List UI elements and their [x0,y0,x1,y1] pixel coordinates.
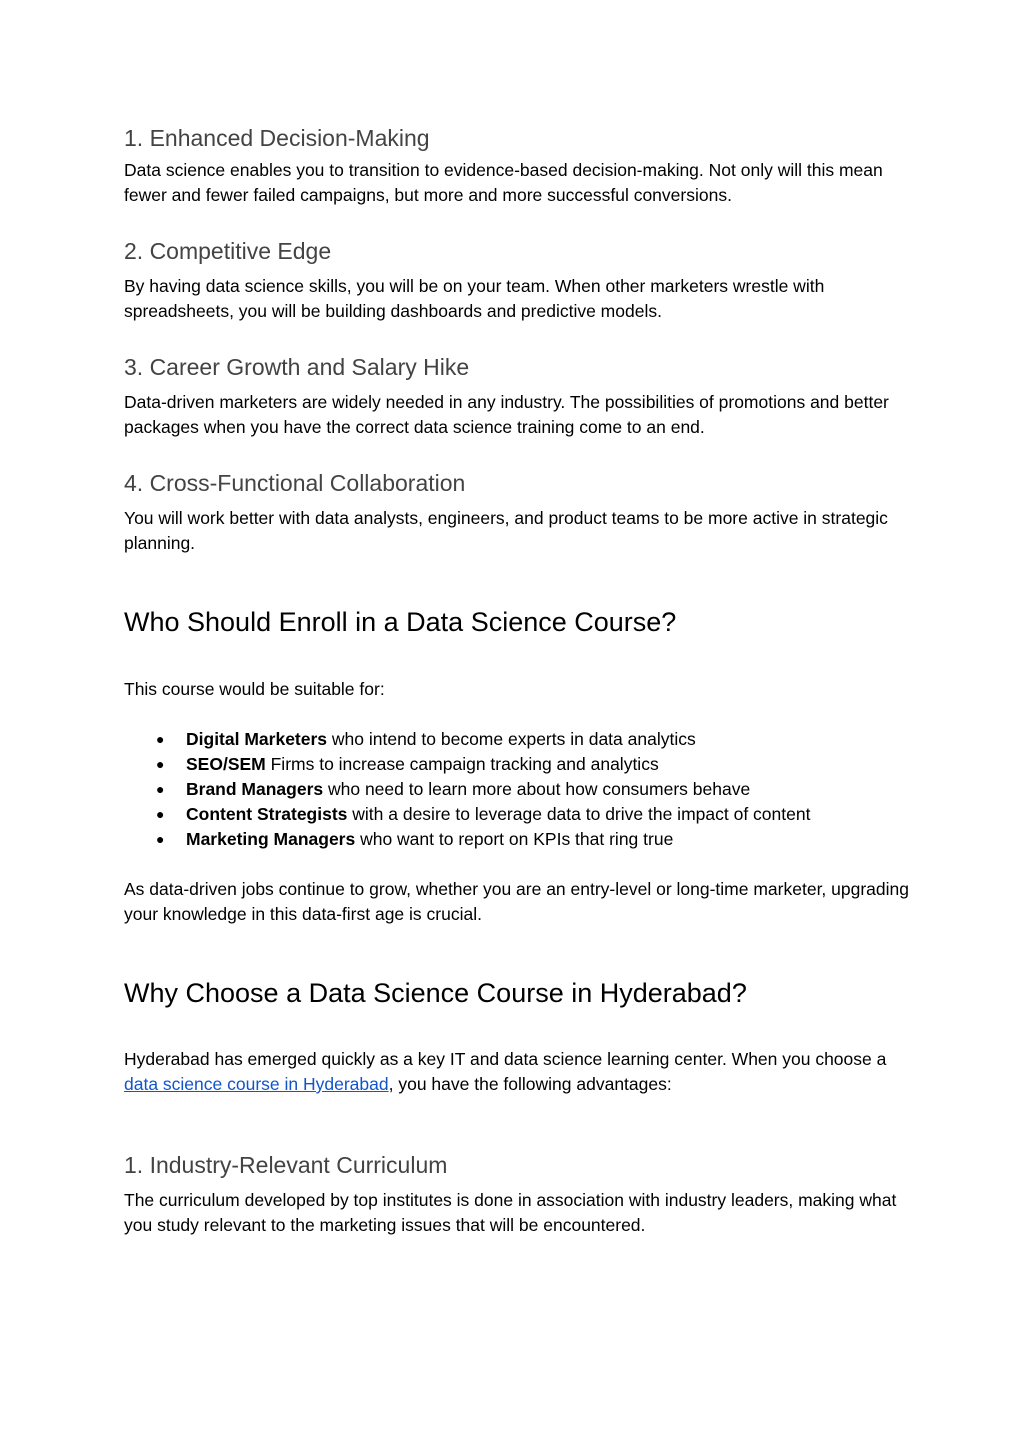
list-item-bold: Marketing Managers [186,829,356,849]
list-item [124,752,810,777]
who-should-enroll-heading: Who Should Enroll in a Data Science Course? [124,607,677,637]
list-item-bold: Digital Marketers [186,729,328,749]
section-heading-competitive-edge: 2. Competitive Edge [124,238,332,264]
course-link[interactable]: data science course in Hyderabad [124,1074,389,1094]
section-heading-cross-functional: 4. Cross-Functional Collaboration [124,470,466,496]
bullet-icon: ● [156,731,165,747]
section-body-career-growth: Data-driven marketers are widely needed in any industry. The possibilities of promotions and better packages when you have the correct data science training come to an end. [124,392,889,437]
list-item-text: who intend to become experts in data analytics [327,729,696,749]
list-item [124,777,810,802]
bullet-icon: ● [156,756,165,772]
section-body-cross-functional: You will work better with data analysts, engineers, and product teams to be more active in strategic planning. [124,508,888,553]
industry-curriculum-heading: 1. Industry-Relevant Curriculum [124,1152,448,1178]
section-heading-enhanced-decision-making: 1. Enhanced Decision-Making [124,125,430,151]
list-item-bold: SEO/SEM [186,754,266,774]
why-intro [124,1047,914,1097]
why-hyderabad-heading: Why Choose a Data Science Course in Hyderabad? [124,978,747,1008]
who-intro: This course would be suitable for: [124,679,385,699]
list-item-text: with a desire to leverage data to drive the impact of content [347,804,811,824]
list-item [124,802,810,827]
section-body-competitive-edge: By having data science skills, you will be on your team. When other marketers wrestle with spreadsheets, you will be building dashboards and predictive models. [124,276,825,321]
who-outro: As data-driven jobs continue to grow, whether you are an entry-level or long-time marketer, upgrading your knowledge in this data-first age is crucial. [124,879,910,924]
list-item-text: who want to report on KPIs that ring true [355,829,674,849]
list-item [124,727,810,752]
industry-curriculum-body: The curriculum developed by top institutes is done in association with industry leaders, making what you study relevant to the marketing issues that will be encountered. [124,1190,897,1235]
audience-list [124,727,810,852]
bullet-icon: ● [156,806,165,822]
section-heading-career-growth: 3. Career Growth and Salary Hike [124,354,470,380]
bullet-icon: ● [156,781,165,797]
list-item [124,827,810,852]
section-body-enhanced-decision-making: Data science enables you to transition to evidence-based decision-making. Not only will this mean fewer and fewer failed campaigns, but more and more successful conversions. [124,160,883,205]
list-item-bold: Brand Managers [186,779,324,799]
list-item-text: Firms to increase campaign tracking and analytics [265,754,659,774]
list-item-text: who need to learn more about how consumers behave [323,779,751,799]
why-intro-after: , you have the following advantages: [388,1074,672,1094]
why-intro-before: Hyderabad has emerged quickly as a key IT and data science learning center. When you choose a [124,1049,887,1069]
list-item-bold: Content Strategists [186,804,348,824]
bullet-icon: ● [156,831,165,847]
